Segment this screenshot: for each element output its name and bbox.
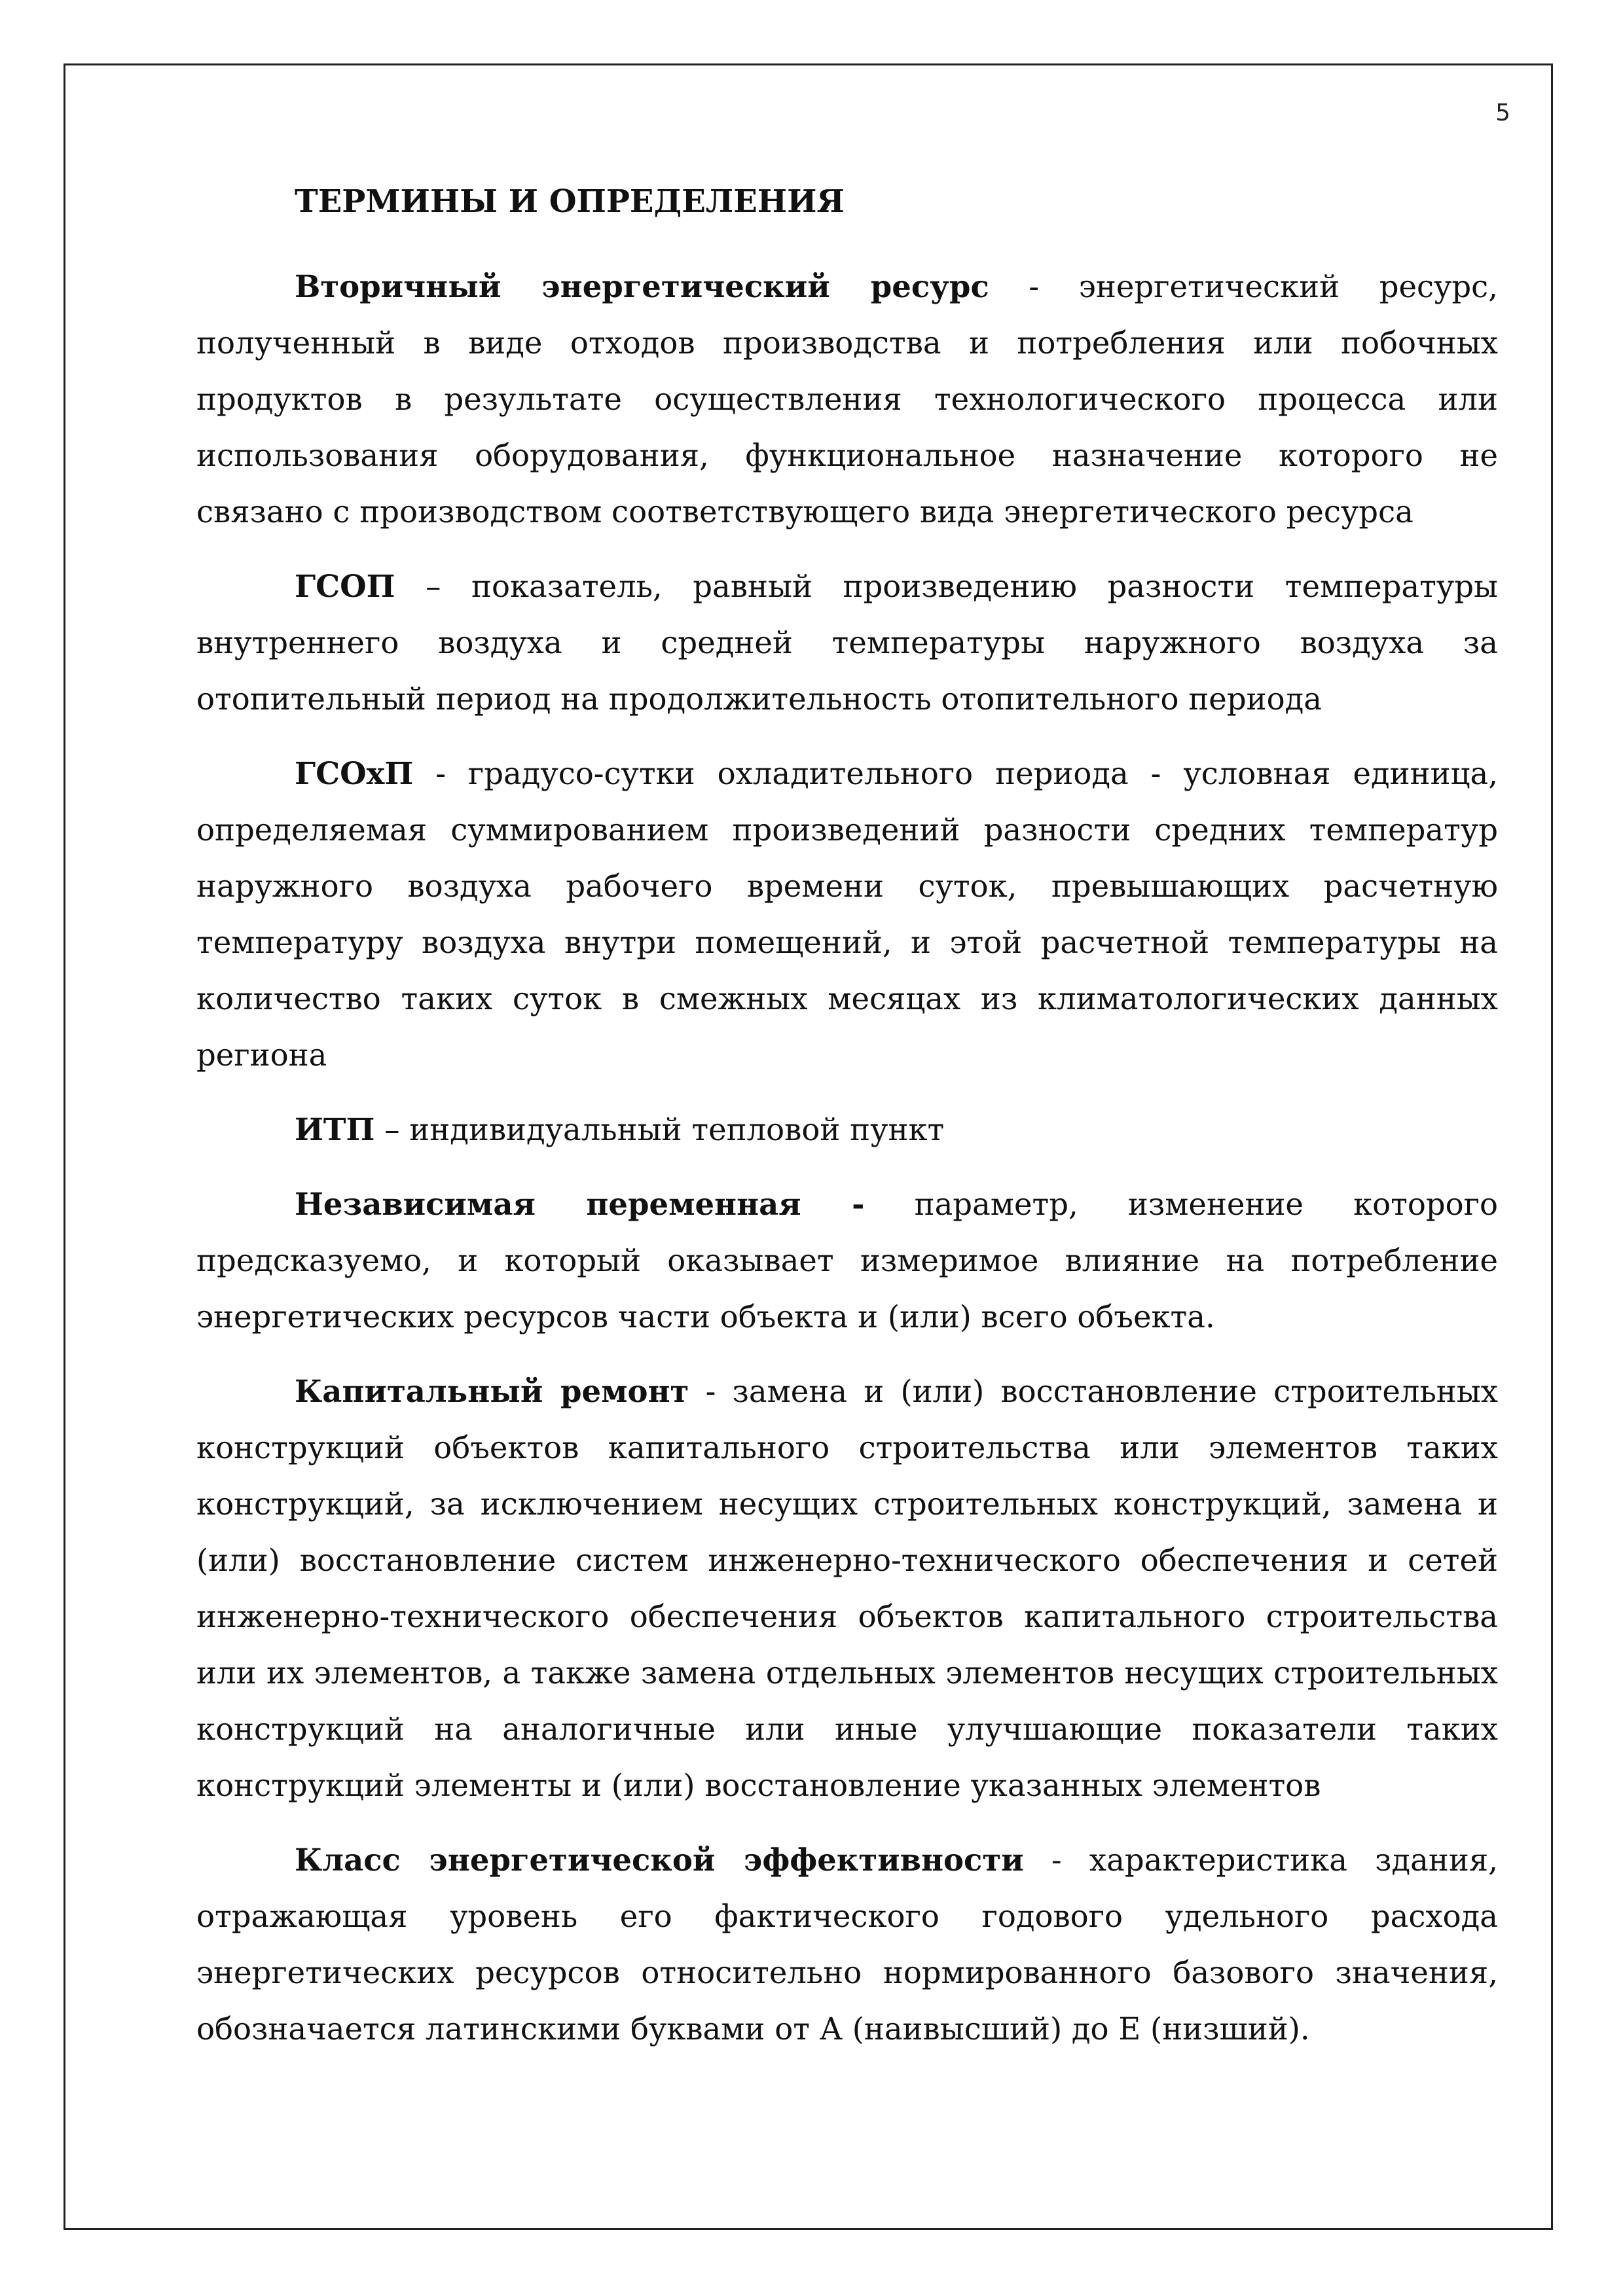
definition-entry xyxy=(196,745,1498,1083)
term: Вторичный энергетический ресурс xyxy=(295,268,989,304)
definition-text: – индивидуальный тепловой пункт xyxy=(374,1112,945,1147)
definition-text: - характеристика здания, отражающая уровень его фактического годового удельного расхода энергетических ресурсов относительно нормированного базового значения, обозначается латинскими буквами от А (наивысший) до Е (низший). xyxy=(196,1842,1498,2047)
definition-entry xyxy=(196,1176,1498,1345)
page-number: 5 xyxy=(1495,99,1510,126)
definition-text: – показатель, равный произведению разности температуры внутреннего воздуха и средней температуры наружного воздуха за отопительный период на продолжительность отопительного периода xyxy=(196,569,1498,717)
term: Класс энергетической эффективности xyxy=(295,1842,1024,1878)
definition-text: - градусо-сутки охладительного периода - условная единица, определяемая суммированием произведений разности средних температур наружного воздуха рабочего времени суток, превышающих расчетную температуру воздуха внутри помещений, и этой расчетной температуры на количество таких суток в смежных месяцах из климатологических данных региона xyxy=(196,756,1498,1073)
definition-entry xyxy=(196,1832,1498,2057)
term: Капитальный ремонт xyxy=(295,1373,689,1409)
definition-entry xyxy=(196,259,1498,540)
definition-text: параметр, изменение которого предсказуемо, и который оказывает измеримое влияние на потребление энергетических ресурсов части объекта и (или) всего объекта. xyxy=(196,1187,1498,1335)
term: ГСОхП xyxy=(295,755,414,791)
definition-entry xyxy=(196,558,1498,727)
document-body xyxy=(196,173,1498,2075)
term: ГСОП xyxy=(295,568,395,604)
definition-text: - замена и (или) восстановление строительных конструкций объектов капитального строительства или элементов таких конструкций, за исключением несущих строительных конструкций, замена и (или) восстановление систем инженерно-технического обеспечения и сетей инженерно-технического обеспечения объектов капитального строительства или их элементов, а также замена отдельных элементов несущих строительных конструкций на аналогичные или иные улучшающие показатели таких конструкций элементы и (или) восстановление указанных элементов xyxy=(196,1374,1499,1803)
definition-entry xyxy=(196,1363,1498,1814)
term: Независимая переменная - xyxy=(295,1186,865,1222)
page-title: ТЕРМИНЫ И ОПРЕДЕЛЕНИЯ xyxy=(295,183,845,220)
term: ИТП xyxy=(295,1111,375,1147)
definition-text: - энергетический ресурс, полученный в виде отходов производства и потребления или побочных продуктов в результате осуществления технологического процесса или использования оборудования, функциональное назначение которого не связано с производством соответствующего вида энергетического ресурса xyxy=(196,269,1498,529)
definition-entry xyxy=(196,1102,1498,1158)
